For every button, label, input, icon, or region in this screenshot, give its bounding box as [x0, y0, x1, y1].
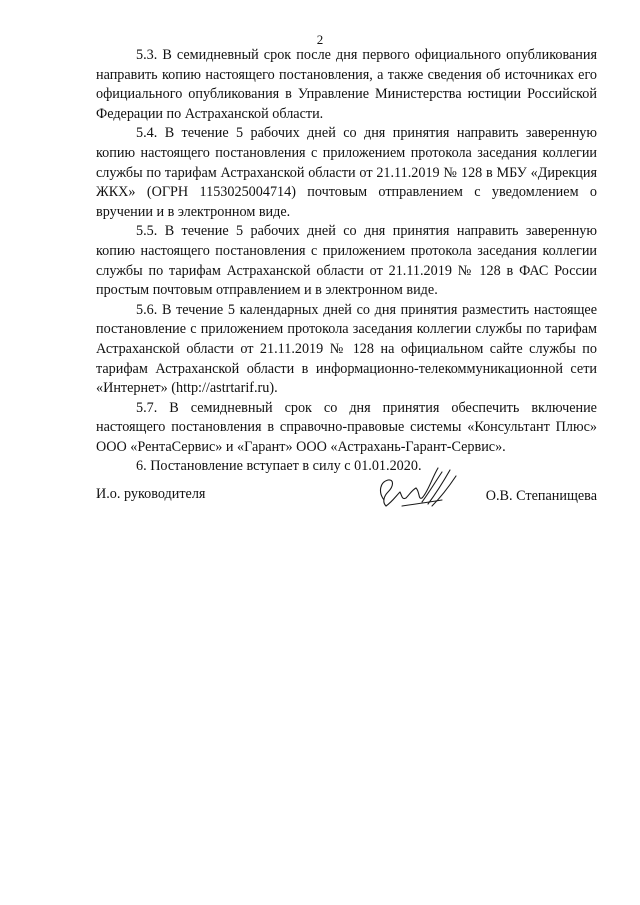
paragraph-5-6: 5.6. В течение 5 календарных дней со дня принятия разместить настоящее постановление с приложением протокола заседания коллегии службы по тарифам Астраханской области от 21.11.2019 № 128 на официальном сайте службы по тарифам Астраханской области в информационно-телекоммуникационной сети «Интернет» (http://astrtarif.ru). — [96, 301, 597, 397]
paragraph-6: 6. Постановление вступает в силу с 01.01.2020. — [136, 458, 422, 475]
paragraph-5-7: 5.7. В семидневный срок со дня принятия обеспечить включение настоящего постановления в справочно-правовые системы «Консультант Плюс» ООО «РентаСервис» и «Гарант» ООО «Астрахань-Гарант-Сервис». — [96, 399, 597, 455]
document-body — [96, 46, 597, 477]
signer-title: И.о. руководителя — [96, 486, 206, 502]
page-number: 2 — [316, 32, 324, 47]
paragraph-5-5: 5.5. В течение 5 рабочих дней со дня принятия направить заверенную копию настоящего постановления с приложением протокола заседания коллегии службы по тарифам Астраханской области от 21.11.2019 № 128 в ФАС России простым почтовым отправлением и в электронном виде. — [96, 223, 597, 299]
signer-name: О.В. Степанищева — [485, 488, 597, 504]
paragraph-5-4: 5.4. В течение 5 рабочих дней со дня принятия направить заверенную копию настоящего постановления с приложением протокола заседания коллегии службы по тарифам Астраханской области от 21.11.2019 № 128 в МБУ «Дирекция ЖКХ» (ОГРН 1153025004714) почтовым отправлением с уведомлением о вручении и в электронном виде. — [96, 125, 597, 220]
signature-block — [96, 462, 597, 522]
paragraph-5-3: 5.3. В семидневный срок после дня первого официального опубликования направить копию настоящего постановления, а также сведения об источниках его официального опубликования в Управление Министерства юстиции Российской Федерации по Астраханской области. — [96, 47, 597, 122]
handwritten-signature — [372, 462, 468, 514]
